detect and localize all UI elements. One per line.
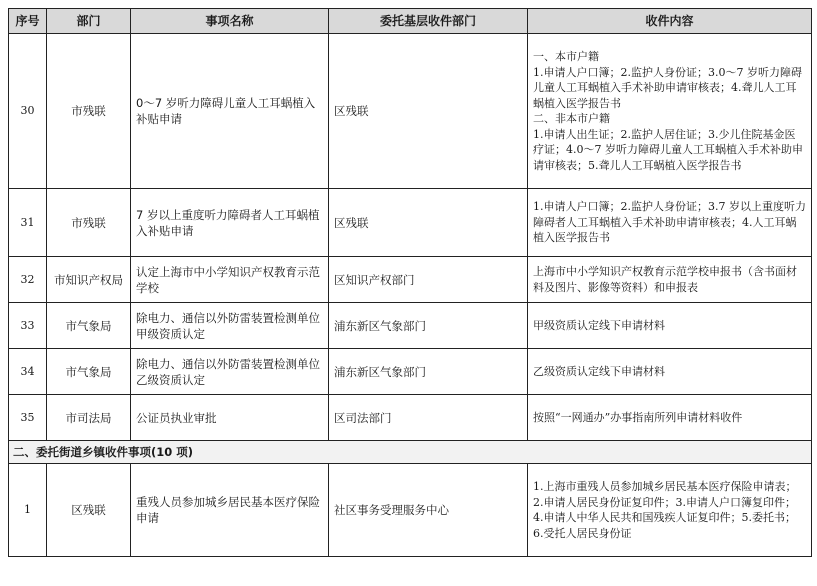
row-content xyxy=(528,257,812,303)
row-item: 除电力、通信以外防雷装置检测单位乙级资质认定 xyxy=(131,349,329,395)
row-receiver: 区残联 xyxy=(329,189,528,257)
content-line: 乙级资质认定线下申请材料 xyxy=(533,364,665,378)
table-row xyxy=(9,34,812,189)
row-content xyxy=(528,34,812,189)
row-dept: 市知识产权局 xyxy=(47,257,131,303)
row-receiver: 浦东新区气象部门 xyxy=(329,303,528,349)
row-content xyxy=(528,189,812,257)
row-item: 除电力、通信以外防雷装置检测单位甲级资质认定 xyxy=(131,303,329,349)
row-dept: 市气象局 xyxy=(47,349,131,395)
row-receiver: 区残联 xyxy=(329,34,528,189)
header-receiver: 委托基层收件部门 xyxy=(329,9,528,34)
row-dept: 市残联 xyxy=(47,189,131,257)
content-line: 甲级资质认定线下申请材料 xyxy=(533,318,665,332)
content-line: 1.申请人户口簿；2.监护人身份证；3.7 岁以上重度听力障碍者人工耳蜗植入手术补助申请审核表；4.人工耳蜗植入医学报告书 xyxy=(533,200,806,245)
document-sheet xyxy=(8,8,811,557)
content-line: 按照“一网通办”办事指南所列申请材料收件 xyxy=(533,410,743,424)
row-receiver: 区司法部门 xyxy=(329,395,528,441)
matters-table xyxy=(8,8,812,557)
table-row xyxy=(9,349,812,395)
row-seq: 32 xyxy=(9,257,47,303)
header-dept: 部门 xyxy=(47,9,131,34)
table-header-row xyxy=(9,9,812,34)
table-row xyxy=(9,189,812,257)
content-line: 一、本市户籍 xyxy=(533,50,599,63)
content-line: 1.申请人户口簿；2.监护人身份证；3.0～7 岁听力障碍儿童人工耳蜗植入手术补助申请审核表；4.聋儿人工耳蜗植入医学报告书 xyxy=(533,65,802,110)
row-item: 重残人员参加城乡居民基本医疗保险申请 xyxy=(131,464,329,557)
header-content: 收件内容 xyxy=(528,9,812,34)
content-line: 上海市中小学知识产权教育示范学校申报书（含书面材料及图片、影像等资料）和申报表 xyxy=(533,265,797,294)
content-line: 1.上海市重残人员参加城乡居民基本医疗保险申请表；2.申请人居民身份证复印件；3.申请人户口簿复印件；4.申请人中华人民共和国残疾人证复印件；5.委托书；6.受托人居民身份证 xyxy=(533,480,797,540)
row-item: 7 岁以上重度听力障碍者人工耳蜗植入补贴申请 xyxy=(131,189,329,257)
row-content xyxy=(528,349,812,395)
table-row xyxy=(9,303,812,349)
row-seq: 30 xyxy=(9,34,47,189)
table-row xyxy=(9,395,812,441)
row-seq: 31 xyxy=(9,189,47,257)
content-line: 二、非本市户籍 xyxy=(533,112,610,125)
row-item: 认定上海市中小学知识产权教育示范学校 xyxy=(131,257,329,303)
row-item: 公证员执业审批 xyxy=(131,395,329,441)
section-header-row xyxy=(9,441,812,464)
header-item: 事项名称 xyxy=(131,9,329,34)
row-receiver: 社区事务受理服务中心 xyxy=(329,464,528,557)
row-dept: 市司法局 xyxy=(47,395,131,441)
row-receiver: 浦东新区气象部门 xyxy=(329,349,528,395)
row-seq: 1 xyxy=(9,464,47,557)
table-row xyxy=(9,257,812,303)
row-dept: 市气象局 xyxy=(47,303,131,349)
row-seq: 34 xyxy=(9,349,47,395)
row-content xyxy=(528,303,812,349)
row-content xyxy=(528,395,812,441)
row-dept: 市残联 xyxy=(47,34,131,189)
row-dept: 区残联 xyxy=(47,464,131,557)
row-receiver: 区知识产权部门 xyxy=(329,257,528,303)
row-seq: 35 xyxy=(9,395,47,441)
row-content xyxy=(528,464,812,557)
table-row xyxy=(9,464,812,557)
row-seq: 33 xyxy=(9,303,47,349)
header-seq: 序号 xyxy=(9,9,47,34)
section-title: 二、委托街道乡镇收件事项(10 项) xyxy=(9,441,812,464)
content-line: 1.申请人出生证；2.监护人居住证；3.少儿住院基金医疗证；4.0～7 岁听力障碍儿童人工耳蜗植入手术补助申请审核表；5.聋儿人工耳蜗植入医学报告书 xyxy=(533,127,803,172)
row-item: 0～7 岁听力障碍儿童人工耳蜗植入补贴申请 xyxy=(131,34,329,189)
